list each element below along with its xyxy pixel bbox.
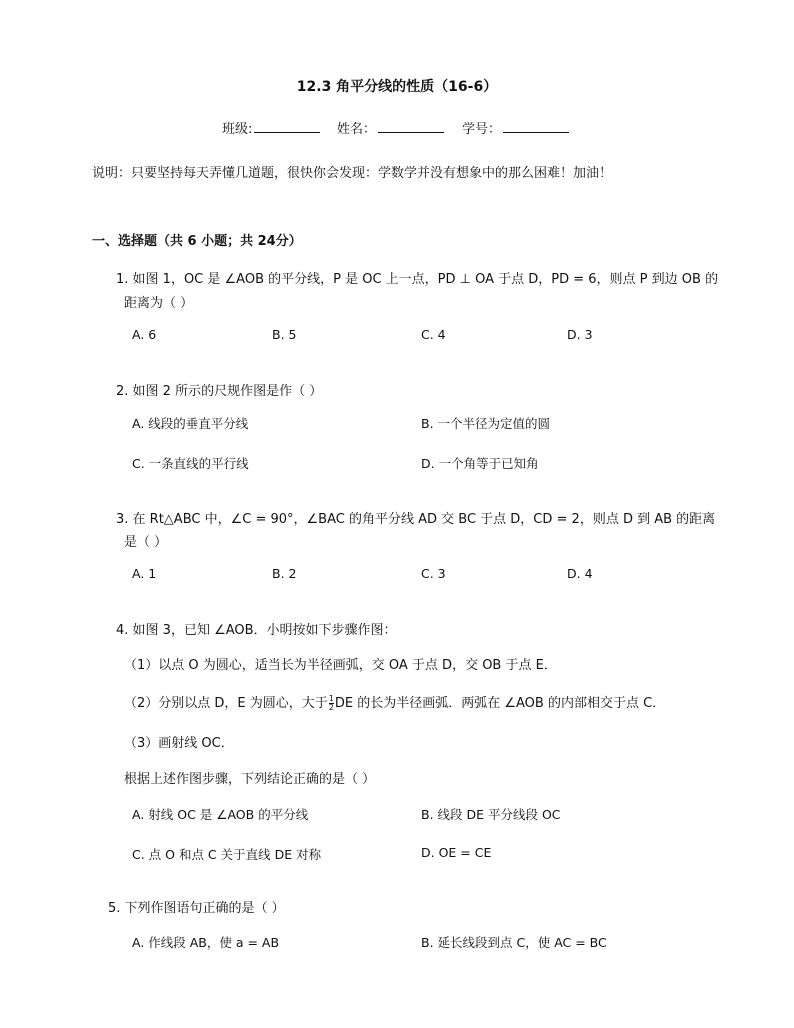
- q3-option-b: B. 2: [272, 566, 297, 581]
- instruction-note: 说明：只要坚持每天弄懂几道题，很快你会发现：学数学并没有想象中的那么困难！加油！: [92, 166, 613, 181]
- id-field: [462, 118, 569, 137]
- q5-option-a: A. 作线段 AB，使 a = AB: [132, 935, 280, 950]
- q1-option-d: D. 3: [567, 327, 593, 342]
- id-blank: [503, 120, 569, 133]
- question-4-step1: （1）以点 O 为圆心，适当长为半径画弧，交 OA 于点 D，交 OB 于点 E．: [124, 658, 557, 673]
- name-label: 姓名：: [337, 122, 377, 137]
- class-blank: [254, 120, 320, 133]
- question-3-line2: 是（ ）: [124, 535, 168, 550]
- question-1-line2: 距离为（ ）: [124, 296, 194, 311]
- q3-option-a: A. 1: [132, 566, 157, 581]
- class-label: 班级:: [222, 122, 253, 137]
- q4-option-b: B. 线段 DE 平分线段 OC: [421, 807, 561, 822]
- step2-text-a: （2）分别以点 D，E 为圆心，大于: [124, 696, 328, 711]
- q4-option-a: A. 射线 OC 是 ∠AOB 的平分线: [132, 807, 309, 822]
- question-3-line1: 3. 在 Rt△ABC 中，∠C = 90°，∠BAC 的角平分线 AD 交 BC 于点 D，CD = 2，则点 D 到 AB 的距离: [116, 512, 716, 527]
- question-4-step2: [124, 692, 665, 712]
- fraction-denominator: 2: [328, 703, 334, 712]
- q1-option-b: B. 5: [272, 327, 297, 342]
- q2-option-d: D. 一个角等于已知角: [421, 456, 539, 471]
- q5-option-b: B. 延长线段到点 C，使 AC = BC: [421, 935, 607, 950]
- question-4-ask: 根据上述作图步骤，下列结论正确的是（ ）: [124, 772, 376, 787]
- question-1-line1: 1. 如图 1，OC 是 ∠AOB 的平分线，P 是 OC 上一点，PD ⊥ OA 于点 D，PD = 6，则点 P 到边 OB 的: [116, 272, 719, 287]
- fraction-numerator: 1: [328, 694, 334, 703]
- q4-option-c: C. 点 O 和点 C 关于直线 DE 对称: [132, 847, 322, 862]
- name-field: [337, 118, 444, 137]
- q1-option-a: A. 6: [132, 327, 157, 342]
- q3-option-d: D. 4: [567, 566, 593, 581]
- q2-option-a: A. 线段的垂直平分线: [132, 416, 249, 431]
- q2-option-b: B. 一个半径为定值的圆: [421, 416, 551, 431]
- class-field: [222, 118, 320, 137]
- section-heading: 一、选择题（共 6 小题；共 24分）: [92, 234, 302, 249]
- name-blank: [378, 120, 444, 133]
- q2-option-c: C. 一条直线的平行线: [132, 456, 249, 471]
- question-5-line1: 5. 下列作图语句正确的是（ ）: [108, 901, 285, 916]
- id-label: 学号：: [462, 122, 502, 137]
- question-4-step3: （3）画射线 OC．: [124, 736, 234, 751]
- q1-option-c: C. 4: [421, 327, 446, 342]
- question-2-line1: 2. 如图 2 所示的尺规作图是作（ ）: [116, 384, 323, 399]
- question-4-line1: 4. 如图 3，已知 ∠AOB．小明按如下步骤作图：: [116, 623, 397, 638]
- page-title: 12.3 角平分线的性质（16-6）: [296, 79, 498, 95]
- half-fraction: [329, 695, 334, 712]
- q3-option-c: C. 3: [421, 566, 446, 581]
- step2-text-b: DE 的长为半径画弧．两弧在 ∠AOB 的内部相交于点 C．: [334, 696, 666, 711]
- q4-option-d: D. OE = CE: [421, 845, 492, 860]
